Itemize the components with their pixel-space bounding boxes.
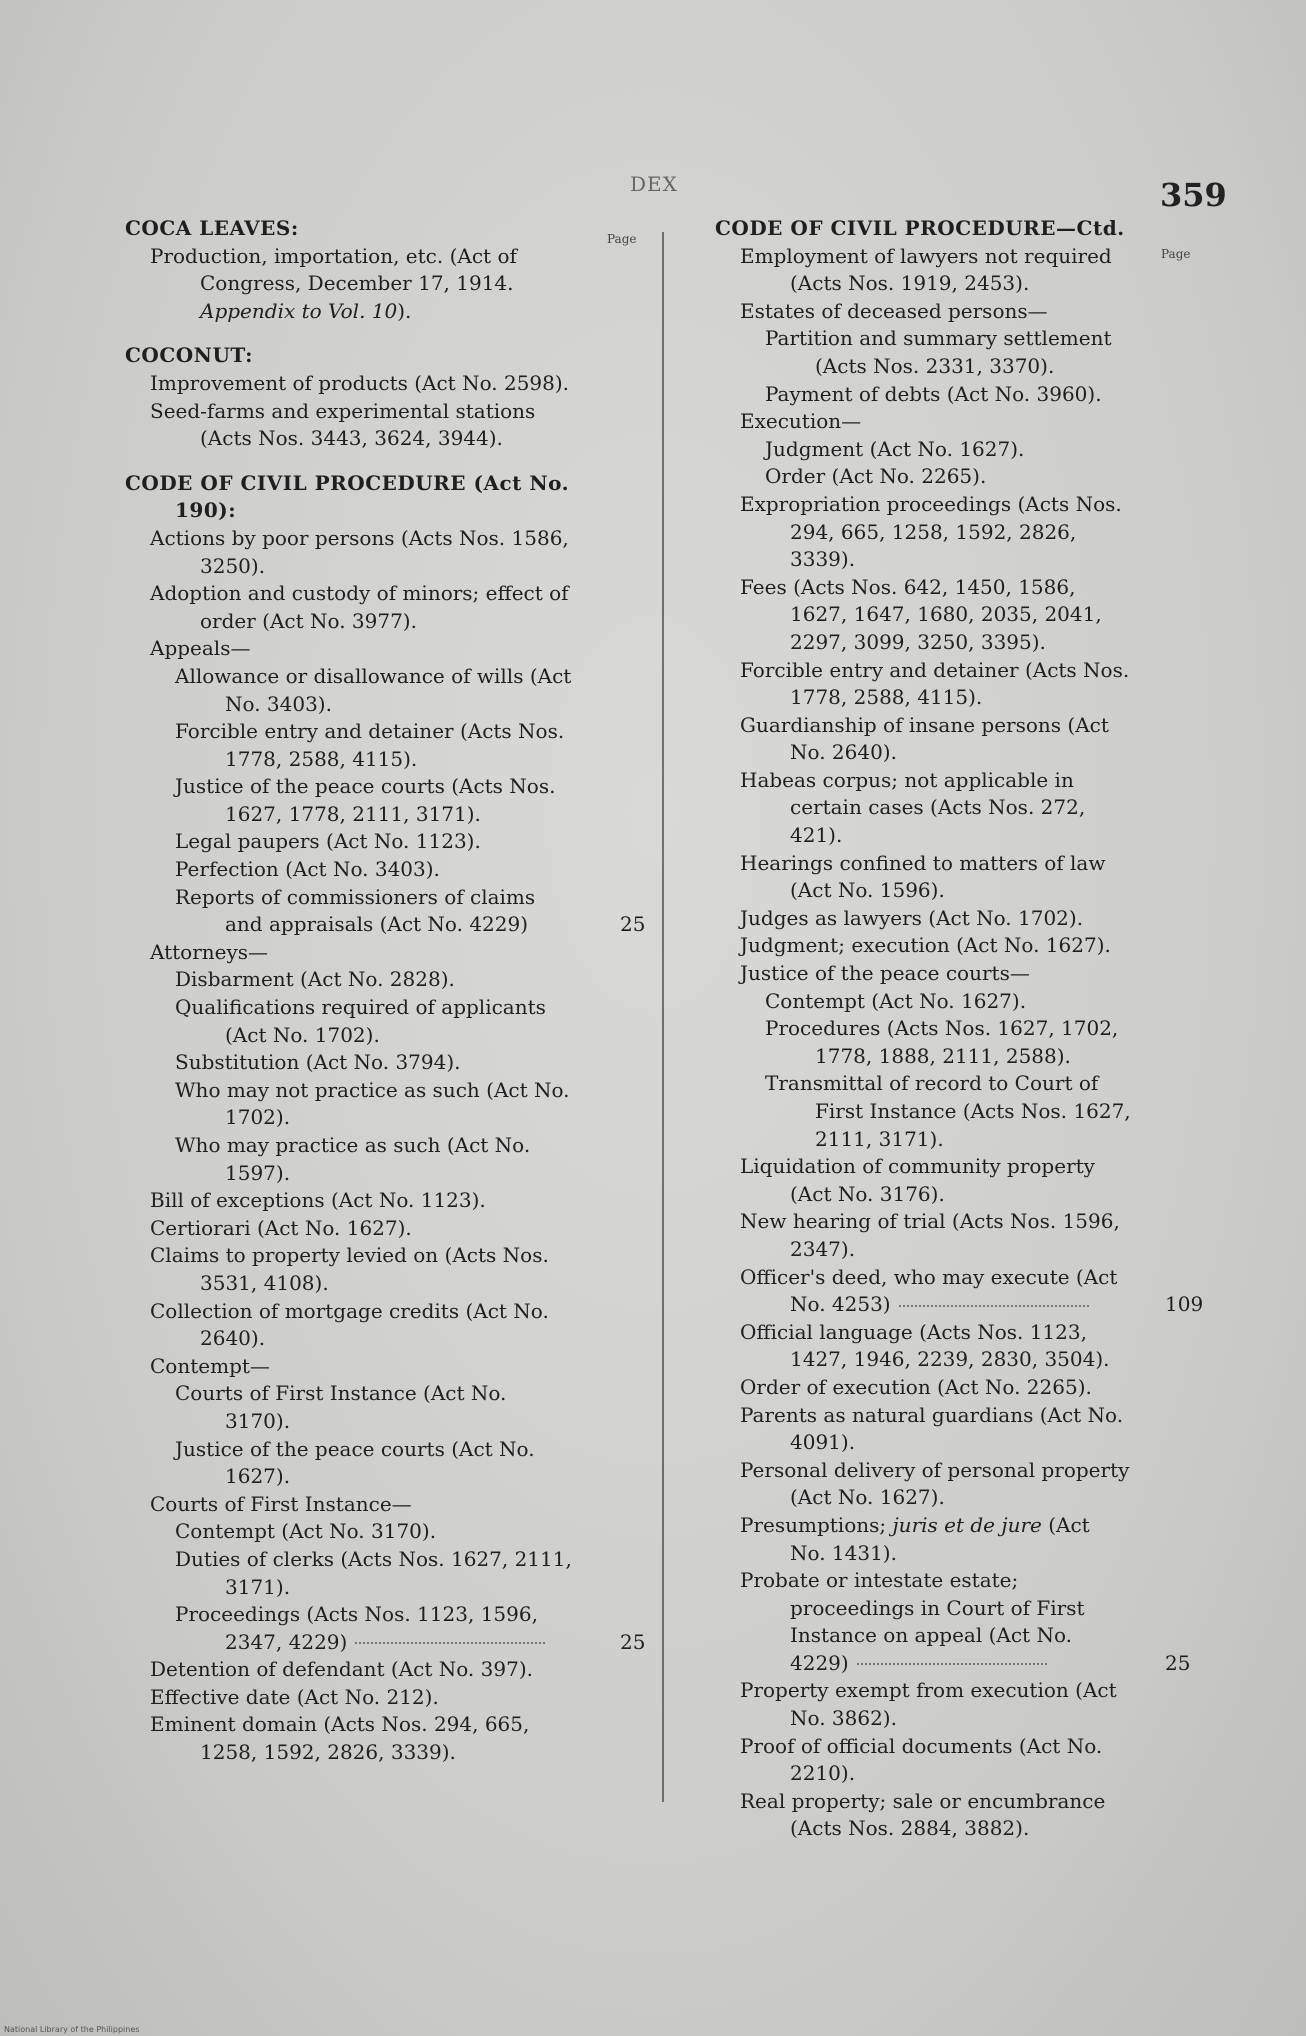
index-heading [125, 215, 575, 243]
entry-text: Attorneys— [150, 939, 269, 964]
entry-text: Courts of First Instance (Act No. 3170). [175, 1381, 507, 1433]
entry-text: Qualifications required of applicants (Act No. 1702). [175, 995, 546, 1047]
index-entry [715, 1788, 1131, 1843]
entry-text: Order of execution (Act No. 2265). [740, 1374, 1092, 1399]
index-entry [125, 1077, 575, 1132]
index-entry [125, 243, 575, 326]
index-entry [125, 1049, 575, 1077]
entry-text: Courts of First Instance— [150, 1491, 412, 1516]
entry-text: Hearings confined to matters of law (Act No. 1596). [740, 850, 1106, 903]
entry-text: Duties of clerks (Acts Nos. 1627, 2111, 3171). [175, 1546, 572, 1599]
index-entry [715, 1402, 1131, 1457]
index-heading [125, 342, 575, 370]
dot-leader [857, 1663, 1047, 1665]
running-head: DEX [630, 172, 678, 196]
index-entry [125, 1518, 575, 1546]
index-entry [125, 1711, 575, 1766]
entry-text: Liquidation of community property (Act No. 3176). [740, 1154, 1095, 1206]
index-entry [125, 635, 575, 663]
index-entry [715, 436, 1131, 464]
index-entry [715, 1264, 1204, 1319]
dot-leader [899, 1305, 1089, 1307]
entry-text: Officer's deed, who may execute (Act No. 4253) [740, 1264, 1118, 1317]
index-entry [715, 657, 1131, 712]
index-entry [715, 381, 1131, 409]
page-reference: 25 [1165, 1650, 1191, 1675]
index-entry [125, 994, 575, 1049]
entry-text: Judgment; execution (Act No. 1627). [740, 933, 1111, 958]
index-entry [125, 1353, 575, 1381]
entry-text: Estates of deceased persons— [740, 298, 1048, 323]
index-entry [125, 718, 575, 773]
index-entry [715, 1319, 1131, 1374]
entry-text: Certiorari (Act No. 1627). [150, 1215, 412, 1240]
entry-text: Justice of the peace courts (Act No. 1627). [175, 1436, 535, 1489]
index-entry [715, 1070, 1131, 1153]
entry-text: COCONUT: [125, 343, 253, 368]
entry-text: Proof of official documents (Act No. 2210). [740, 1733, 1103, 1786]
index-heading [715, 215, 1131, 243]
index-entry [125, 1436, 575, 1491]
entry-text: Legal paupers (Act No. 1123). [175, 829, 481, 854]
index-entry [125, 1298, 575, 1353]
left-page-column-label: Page [607, 232, 637, 246]
index-entry [125, 1601, 646, 1656]
entry-text: New hearing of trial (Acts Nos. 1596, 2347). [740, 1209, 1120, 1261]
entry-text: Who may practice as such (Act No. 1597). [175, 1133, 531, 1185]
index-entry [715, 905, 1131, 933]
entry-text: Seed-farms and experimental stations (Acts Nos. 3443, 3624, 3944). [150, 398, 536, 451]
entry-text: Contempt (Act No. 1627). [765, 988, 1027, 1013]
index-entry [125, 939, 575, 967]
index-entry [715, 1567, 1191, 1677]
entry-text: Reports of commissioners of claims and appraisals (Act No. 4229) [175, 884, 536, 937]
entry-text: Execution— [740, 409, 862, 434]
entry-text: Improvement of products (Act No. 2598). [150, 370, 570, 395]
index-entry [715, 243, 1131, 298]
page-number: 359 [1160, 176, 1227, 214]
index-entry [125, 1242, 575, 1297]
entry-text: COCA LEAVES: [125, 216, 299, 240]
entry-text: Partition and summary settlement (Acts Nos. 2331, 3370). [765, 326, 1112, 378]
entry-text: Disbarment (Act No. 2828). [175, 967, 455, 992]
index-entry [125, 525, 575, 580]
entry-text: Who may not practice as such (Act No. 1702). [175, 1077, 570, 1130]
entry-text: Eminent domain (Acts Nos. 294, 665, 1258, 1592, 2826, 3339). [150, 1712, 530, 1765]
index-entry [715, 463, 1131, 491]
page-reference: 25 [620, 1629, 646, 1654]
entry-text: Proceedings (Acts Nos. 1123, 1596, 2347, 4229) [125, 1601, 575, 1656]
index-entry [715, 298, 1131, 326]
index-entry [125, 1132, 575, 1187]
index-entry [125, 828, 575, 856]
entry-text: Guardianship of insane persons (Act No. 2640). [740, 712, 1109, 765]
index-entry [125, 580, 575, 635]
index-entry [715, 408, 1131, 436]
entry-text: Judges as lawyers (Act No. 1702). [740, 905, 1084, 930]
entry-text: Detention of defendant (Act No. 397). [150, 1657, 533, 1682]
entry-text: Judgment (Act No. 1627). [765, 436, 1025, 461]
entry-text: Contempt— [150, 1353, 270, 1378]
index-entry [715, 1677, 1131, 1732]
index-entry [715, 1374, 1131, 1402]
index-entry [125, 884, 646, 939]
index-entry [715, 325, 1131, 380]
dot-leader [355, 1642, 545, 1644]
index-entry [715, 988, 1131, 1016]
entry-text: Payment of debts (Act No. 3960). [765, 381, 1102, 406]
index-entry [715, 712, 1131, 767]
page-reference: 109 [1165, 1292, 1204, 1317]
entry-text: Production, importation, etc. (Act of Congress, December 17, 1914. Appendix to Vol. 10). [150, 243, 517, 323]
entry-text: Justice of the peace courts (Acts Nos. 1627, 1778, 2111, 3171). [175, 774, 556, 826]
index-entry [715, 574, 1131, 657]
entry-text: Order (Act No. 2265). [765, 464, 987, 489]
index-entry [125, 966, 575, 994]
index-heading [125, 470, 575, 525]
index-entry [125, 1546, 575, 1601]
entry-text: Employment of lawyers not required (Acts Nos. 1919, 2453). [740, 243, 1112, 296]
page-reference: 25 [620, 912, 646, 937]
entry-text: Collection of mortgage credits (Act No. 2640). [150, 1298, 549, 1351]
entry-text: Perfection (Act No. 3403). [175, 857, 440, 882]
entry-text: Substitution (Act No. 3794). [175, 1050, 461, 1075]
index-entry [125, 1656, 575, 1684]
entry-text: Probate or intestate estate; proceedings in Court of First Instance on appeal (Act No. 4229) [740, 1568, 1085, 1675]
entry-text: Forcible entry and detainer (Acts Nos. 1778, 2588, 4115). [175, 719, 565, 771]
index-entry [715, 1457, 1131, 1512]
entry-text: Allowance or disallowance of wills (Act No. 3403). [175, 663, 572, 716]
index-entry [715, 1015, 1131, 1070]
entry-text: Forcible entry and detainer (Acts Nos. 1778, 2588, 4115). [740, 657, 1130, 710]
index-entry [125, 1215, 575, 1243]
index-entry [715, 960, 1131, 988]
entry-text: Habeas corpus; not applicable in certain cases (Acts Nos. 272, 421). [740, 767, 1086, 848]
entry-text: Presumptions; juris et de jure (Act No. 1431). [740, 1512, 1090, 1565]
entry-text: Appeals— [150, 636, 251, 661]
index-entry [125, 1380, 575, 1435]
index-entry [715, 491, 1131, 574]
index-entry [715, 1512, 1131, 1567]
index-entry [125, 1491, 575, 1519]
right-page-column-label: Page [1161, 247, 1191, 261]
index-entry [715, 850, 1131, 905]
index-entry [125, 1684, 575, 1712]
index-entry [715, 767, 1131, 850]
entry-text: Fees (Acts Nos. 642, 1450, 1586, 1627, 1647, 1680, 2035, 2041, 2297, 3099, 3250, 3395). [740, 574, 1102, 654]
index-entry [125, 773, 575, 828]
entry-text: CODE OF CIVIL PROCEDURE (Act No. 190): [125, 470, 570, 523]
entry-text: Property exempt from execution (Act No. 3862). [740, 1678, 1117, 1731]
entry-text: Procedures (Acts Nos. 1627, 1702, 1778, 1888, 2111, 2588). [765, 1016, 1119, 1068]
entry-text: Transmittal of record to Court of First Instance (Acts Nos. 1627, 2111, 3171). [765, 1071, 1131, 1151]
entry-text: Contempt (Act No. 3170). [175, 1519, 437, 1544]
entry-text: Official language (Acts Nos. 1123, 1427, 1946, 2239, 2830, 3504). [740, 1319, 1110, 1372]
entry-text: Expropriation proceedings (Acts Nos. 294, 665, 1258, 1592, 2826, 3339). [740, 491, 1122, 572]
index-entry [715, 932, 1131, 960]
entry-text: Effective date (Act No. 212). [150, 1684, 439, 1709]
footer-note: National Library of the Philippines [4, 2025, 140, 2034]
index-entry [125, 663, 575, 718]
index-entry [715, 1733, 1131, 1788]
entry-text: Claims to property levied on (Acts Nos. 3531, 4108). [150, 1243, 549, 1295]
entry-text: Bill of exceptions (Act No. 1123). [150, 1188, 486, 1213]
entry-text: Justice of the peace courts— [740, 961, 1030, 986]
entry-text: Adoption and custody of minors; effect of order (Act No. 3977). [150, 581, 569, 633]
column-divider [662, 232, 664, 1802]
index-entry [125, 1187, 575, 1215]
index-entry [125, 856, 575, 884]
index-entry [125, 398, 575, 453]
entry-text: Personal delivery of personal property (Act No. 1627). [740, 1457, 1130, 1510]
index-entry [715, 1153, 1131, 1208]
entry-text: CODE OF CIVIL PROCEDURE—Ctd. [715, 216, 1125, 240]
index-entry [715, 1208, 1131, 1263]
index-entry [125, 370, 575, 398]
entry-text: Real property; sale or encumbrance (Acts Nos. 2884, 3882). [740, 1788, 1106, 1841]
entry-text: Actions by poor persons (Acts Nos. 1586, 3250). [150, 525, 569, 578]
entry-text: Parents as natural guardians (Act No. 4091). [740, 1402, 1124, 1455]
